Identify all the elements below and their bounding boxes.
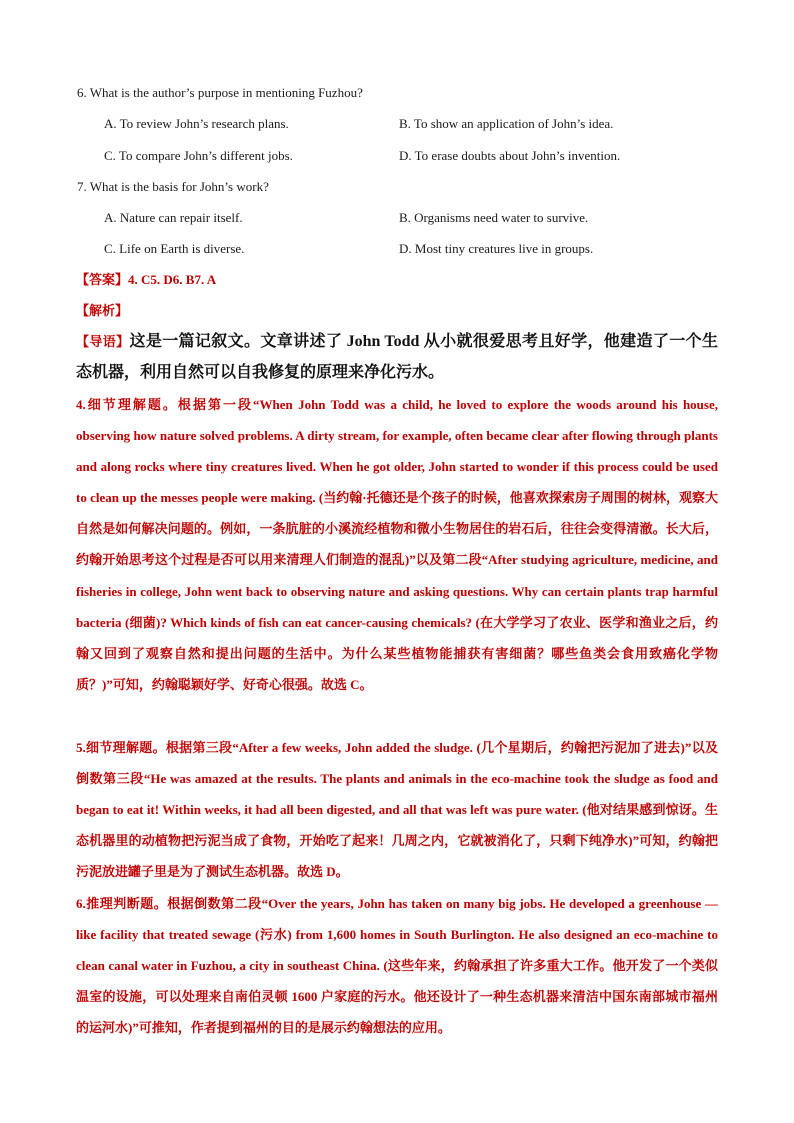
question-6-stem: 6. What is the author’s purpose in mentioning Fuzhou? [77,85,363,100]
intro-text: 这是一篇记叙文。文章讲述了 John Todd 从小就很爱思考且好学，他建造了一个生态机器，利用自然可以自我修复的原理来净化污水。 [76,333,718,382]
question-7-stem: 7. What is the basis for John’s work? [77,179,269,194]
question-6-option-b: B. To show an application of John’s idea. [399,116,614,131]
question-6-option-c: C. To compare John’s different jobs. [104,148,293,163]
question-7-option-b: B. Organisms need water to survive. [399,210,589,225]
question-7-option-a: A. Nature can repair itself. [104,210,243,225]
intro-label: 【导语】 [76,334,130,349]
explanation-4: 4.细节理解题。根据第一段“When John Todd was a child, he loved to explore the woods around his house, observing how nature solved problems. A dirty stream, for example, often became clear after flowing through plants and along rocks where tiny creatures lived. When he got older, John started to wonder if this process could be used to clean up the messes people were making. (当约翰·托德还是个孩子的时候，他喜欢探索房子周围的树林，观察大自然是如何解决问题的。例如，一条肮脏的小溪流经植物和微小生物居住的岩石后，往往会变得清澈。长大后，约翰开始思考这个过程是否可以用来清理人们制造的混乱)”以及第二段“After studying agriculture, medicine, and fisheries in college, John went back to observing nature and asking questions. Why can certain plants trap harmful bacteria (细菌)? Which kinds of fish can eat cancer-causing chemicals? (在大学学习了农业、医学和渔业之后，约翰又回到了观察自然和提出问题的生活中。为什么某些植物能捕获有害细菌？哪些鱼类会食用致癌化学物质？)”可知，约翰聪颖好学、好奇心很强。故选 C。 [76,397,718,692]
intro-paragraph [76,326,718,388]
explanation-5: 5.细节理解题。根据第三段“After a few weeks, John added the sludge. (几个星期后，约翰把污泥加了进去)”以及倒数第三段“He was amazed at the results. The plants and animals in the eco-machine took the sludge as food and began to eat it! Within weeks, it had all been digested, and all that was left was pure water. (他对结果感到惊讶。生态机器里的动植物把污泥当成了食物，开始吃了起来！几周之内，它就被消化了，只剩下纯净水)”可知，约翰把污泥放进罐子里是为了测试生态机器。故选 D。 [76,740,718,880]
question-7-option-c: C. Life on Earth is diverse. [104,241,245,256]
answer-line: 【答案】4. C5. D6. B7. A [76,272,217,287]
question-7-option-d: D. Most tiny creatures live in groups. [399,241,594,256]
analysis-heading: 【解析】 [76,303,129,318]
question-6-option-d: D. To erase doubts about John’s invention. [399,148,621,163]
explanation-6: 6.推理判断题。根据倒数第二段“Over the years, John has taken on many big jobs. He developed a greenhouse — like facility that treated sewage (污水) from 1,600 homes in South Burlington. He also designed an eco-machine to clean canal water in Fuzhou, a city in southeast China. (这些年来，约翰承担了许多重大工作。他开发了一个类似温室的设施，可以处理来自南伯灵顿 1600 户家庭的污水。他还设计了一种生态机器来清洁中国东南部城市福州的运河水)”可推知，作者提到福州的目的是展示约翰想法的应用。 [76,896,718,1036]
question-6-option-a: A. To review John’s research plans. [104,116,289,131]
